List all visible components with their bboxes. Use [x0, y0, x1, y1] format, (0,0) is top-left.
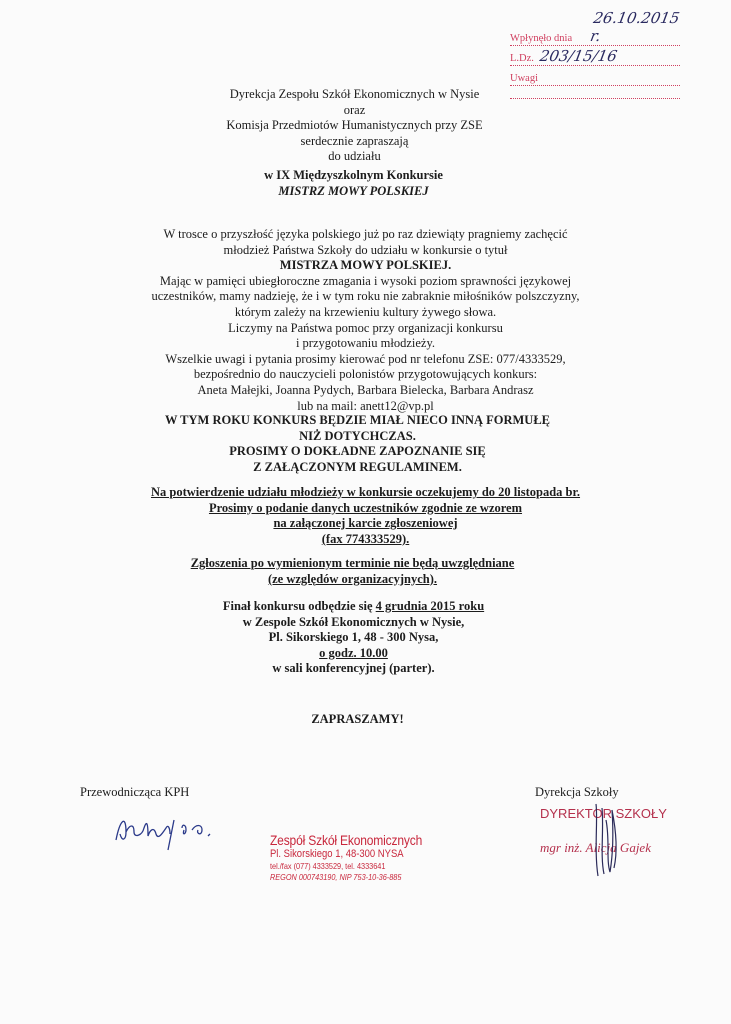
- school-stamp-name: Zespół Szkół Ekonomicznych: [270, 832, 423, 848]
- contest-title: [0, 168, 719, 199]
- header-line: Komisja Przedmiotów Humanistycznych przy ZSE: [226, 118, 483, 133]
- notes-label: Uwagi: [510, 73, 538, 84]
- confirmation-line: Prosimy o podanie danych uczestników zgodnie ze wzorem: [208, 500, 523, 515]
- received-date-handwritten: 26.10.2015 r.: [588, 9, 682, 45]
- notice-line: NIŻ DOTYCHCZAS.: [299, 428, 416, 443]
- final-line: Pl. Sikorskiego 1, 48 - 300 Nysa,: [268, 630, 439, 645]
- notice-line: Z ZAŁĄCZONYM REGULAMINEM.: [253, 459, 462, 474]
- header-line: Dyrekcja Zespołu Szkół Ekonomicznych w Nysie: [229, 87, 480, 101]
- ref-number-handwritten: 203/15/16: [538, 47, 619, 65]
- received-row: [510, 9, 682, 46]
- final-details: [0, 599, 719, 677]
- contest-name: MISTRZ MOWY POLSKIEJ: [278, 183, 429, 198]
- contest-line: w IX Międzyszkolnym Konkursie: [264, 168, 443, 182]
- invitation-header: [0, 87, 720, 165]
- deadline-notice: [0, 556, 718, 587]
- director-stamp-name: mgr inż. Alicja Gajek: [540, 840, 651, 855]
- body-line: Wszelkie uwagi i pytania prosimy kierować pod nr telefonu ZSE: 077/4333529,: [165, 351, 566, 366]
- deadline-line: Zgłoszenia po wymienionym terminie nie będą uwzględniane: [190, 556, 515, 570]
- body-line: uczestników, mamy nadzieję, że i w tym roku nie zabraknie miłośników polszczyzny,: [151, 289, 580, 304]
- deadline-line: (ze względów organizacyjnych).: [267, 571, 438, 586]
- ref-label: L.Dz.: [510, 53, 534, 64]
- body-line: W trosce o przyszłość języka polskiego już po raz dziewiąty pragniemy zachęcić: [163, 227, 568, 241]
- closing-text: ZAPRASZAMY!: [311, 712, 404, 726]
- header-line: do udziału: [328, 149, 381, 164]
- handwritten-signature-left: [112, 810, 222, 854]
- right-signature-title: Dyrekcja Szkoły: [535, 785, 619, 799]
- notes-row: [510, 66, 680, 86]
- body-line: młodzież Państwa Szkoły do udziału w konkursie o tytuł: [223, 242, 508, 257]
- confirmation-line: (fax 774333529).: [321, 531, 410, 546]
- closing-line: [0, 712, 723, 728]
- final-line-date: [0, 599, 719, 615]
- body-line: którym zależy na krzewieniu kultury żywego słowa.: [234, 304, 497, 319]
- invitation-body: [0, 227, 731, 414]
- body-line: i przygotowaniu młodzieży.: [295, 336, 436, 351]
- final-line: w sali konferencyjnej (parter).: [272, 661, 435, 676]
- left-signature-title: Przewodnicząca KPH: [80, 785, 190, 799]
- school-stamp: [270, 832, 450, 883]
- body-line: bezpośrednio do nauczycieli polonistów przygotowujących konkurs:: [193, 367, 538, 382]
- ref-row: [510, 46, 680, 66]
- body-line: lub na mail: anett12@vp.pl: [297, 398, 434, 413]
- body-line: Aneta Małejki, Joanna Pydych, Barbara Bielecka, Barbara Andrasz: [197, 382, 534, 397]
- confirmation-notice: [0, 485, 731, 547]
- received-label: Wpłynęło dnia: [510, 33, 573, 44]
- format-notice: [0, 413, 723, 475]
- confirmation-line: Na potwierdzenie udziału młodzieży w konkursie oczekujemy do 20 listopada br.: [150, 485, 581, 499]
- confirmation-line: na załączonej karcie zgłoszeniowej: [273, 516, 458, 531]
- body-line: Mając w pamięci ubiegłoroczne zmagania i wysoki poziom sprawności językowej: [159, 273, 572, 288]
- body-line-title: MISTRZA MOWY POLSKIEJ.: [279, 258, 452, 273]
- school-stamp-regon: REGON 000743190, NIP 753-10-36-885: [270, 872, 402, 882]
- final-line: w Zespole Szkół Ekonomicznych w Nysie,: [242, 614, 465, 629]
- director-stamp-title: DYREKTOR SZKOŁY: [540, 806, 667, 821]
- final-prefix: Finał konkursu odbędzie się: [222, 599, 376, 613]
- final-date: 4 grudnia 2015 roku: [375, 599, 485, 613]
- header-line: oraz: [343, 102, 366, 117]
- handwritten-signature-right: [588, 800, 628, 880]
- school-stamp-phone: tel./fax (077) 4333529, tel. 4333641: [270, 861, 386, 871]
- body-line: Liczymy na Państwa pomoc przy organizacji konkursu: [228, 320, 503, 335]
- notice-line: W TYM ROKU KONKURS BĘDZIE MIAŁ NIECO INNĄ FORMUŁĘ: [165, 413, 550, 427]
- final-time: o godz. 10.00: [319, 645, 388, 660]
- notice-line: PROSIMY O DOKŁADNE ZAPOZNANIE SIĘ: [229, 444, 486, 459]
- school-stamp-address: Pl. Sikorskiego 1, 48-300 NYSA: [270, 848, 404, 860]
- header-line: serdecznie zapraszają: [300, 133, 409, 148]
